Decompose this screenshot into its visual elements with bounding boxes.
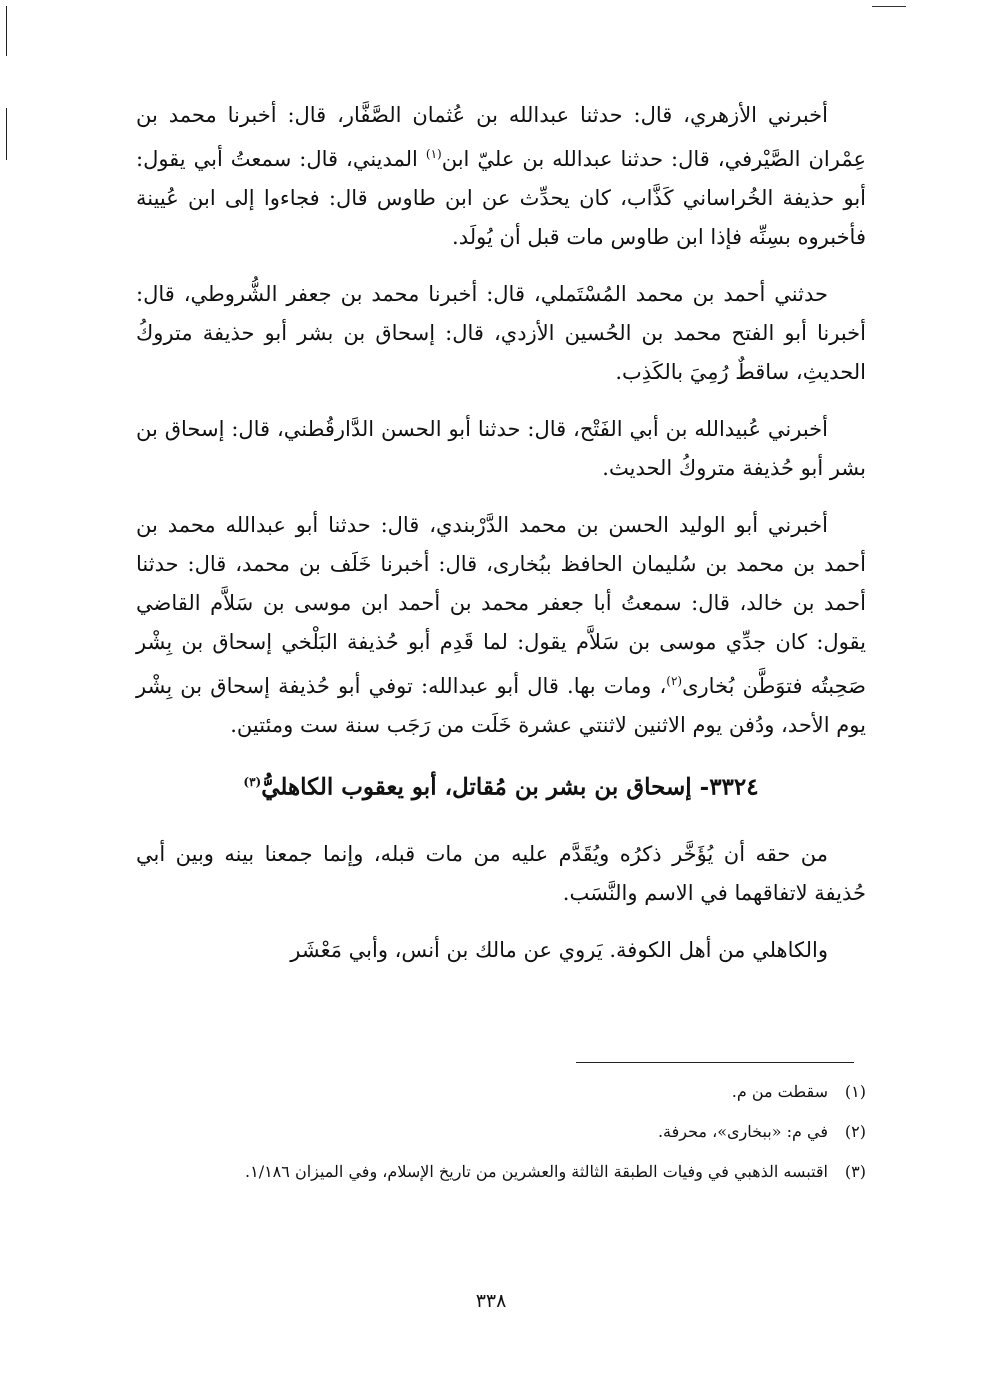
paragraph — [136, 835, 866, 913]
paragraph-text: حدثني أحمد بن محمد المُسْتَملي، قال: أخبرنا محمد بن جعفر الشُّروطي، قال: أخبرنا أبو الفتح محمد بن الحُسين الأزدي، قال: إسحاق بن بشر أبو حذيفة متروكُ الحديثِ، ساقطٌ رُمِيَ بالكَذِب. — [136, 282, 866, 384]
paragraph — [136, 96, 866, 257]
footnote-number: (١) — [844, 1082, 866, 1101]
paragraph-text: المديني، قال: سمعتُ أبي يقول: أبو حذيفة الخُراساني كَذَّاب، كان يحدِّث عن ابن طاوس قال: فجاءوا إلى ابن عُيينة فأخبروه بسِنِّه فإذا ابن طاوس مات قبل أن يُولَد. — [136, 147, 866, 249]
paragraph — [136, 506, 866, 745]
heading-text: ٣٣٢٤- إسحاق بن بشر بن مُقاتل، أبو يعقوب الكاهليُّ — [261, 773, 759, 801]
footnote-number: (٢) — [844, 1122, 866, 1141]
page-number: ٣٣٨ — [475, 1290, 507, 1312]
footnote-text: اقتبسه الذهبي في وفيات الطبقة الثالثة والعشرين من تاريخ الإسلام، وفي الميزان ١/١٨٦. — [245, 1162, 828, 1181]
footnote — [136, 1152, 866, 1192]
footnote-text: في م: «ببخارى»، محرفة. — [657, 1122, 828, 1141]
footnote-marker: (١) — [425, 147, 442, 161]
footnote-number: (٣) — [844, 1162, 866, 1181]
paragraph-text: والكاهلي من أهل الكوفة. يَروي عن مالك بن أنس، وأبي مَعْشَر — [290, 937, 828, 962]
footnote-text: سقطت من م. — [731, 1082, 828, 1101]
scan-margin-line — [6, 108, 7, 160]
paragraph — [136, 275, 866, 392]
paragraph-text: من حقه أن يُؤَخَّر ذكرُه ويُقَدَّم عليه من مات قبله، وإنما جمعنا بينه وبين أبي حُذيفة لاتفاقهما في الاسم والنَّسَب. — [136, 841, 866, 905]
footnote-separator — [576, 1062, 854, 1063]
main-text — [136, 96, 866, 988]
paragraph-text: ، ومات بها. قال أبو عبدالله: توفي أبو حُذيفة إسحاق بن بِشْر يوم الأحد، ودُفن يوم الاثنين لاثنتي عشرة خَلَت من رَجَب سنة ست ومئتين. — [136, 674, 866, 737]
footnote — [136, 1112, 866, 1152]
paragraph-text: أخبرني الأزهري، قال: حدثنا عبدالله بن عُثمان الصَّفَّار، قال: أخبرنا محمد بن عِمْران الصَّيْرفي، قال: حدثنا عبدالله بن عليّ ابن — [136, 103, 866, 171]
paragraph — [136, 931, 866, 970]
paragraph-text: أخبرني عُبيدالله بن أبي الفَتْح، قال: حدثنا أبو الحسن الدَّارقُطني، قال: إسحاق بن بشر أبو حُذيفة متروكُ الحديث. — [136, 417, 866, 480]
entry-heading — [136, 763, 866, 807]
footnote-marker: (٣) — [243, 775, 262, 789]
footnote-marker: (٢) — [666, 674, 683, 688]
scan-margin-line — [6, 6, 7, 56]
footnotes — [136, 1072, 866, 1192]
paragraph-text: أخبرني أبو الوليد الحسن بن محمد الدَّرْبندي، قال: حدثنا أبو عبدالله محمد بن أحمد بن محمد بن سُليمان الحافظ ببُخارى، قال: أخبرنا خَلَف بن محمد، قال: حدثنا أحمد بن خالد، قال: سمعتُ أبا جعفر محمد بن أحمد ابن موسى بن سَلاَّم القاضي يقول: كان جدِّي موسى بن سَلاَّم يقول: لما قَدِم أبو حُذيفة البَلْخي إسحاق بن بِشْر صَحِبتُه فتوَطَّن بُخارى — [136, 513, 866, 698]
top-edge-mark — [872, 6, 906, 7]
paragraph — [136, 410, 866, 488]
footnote — [136, 1072, 866, 1112]
